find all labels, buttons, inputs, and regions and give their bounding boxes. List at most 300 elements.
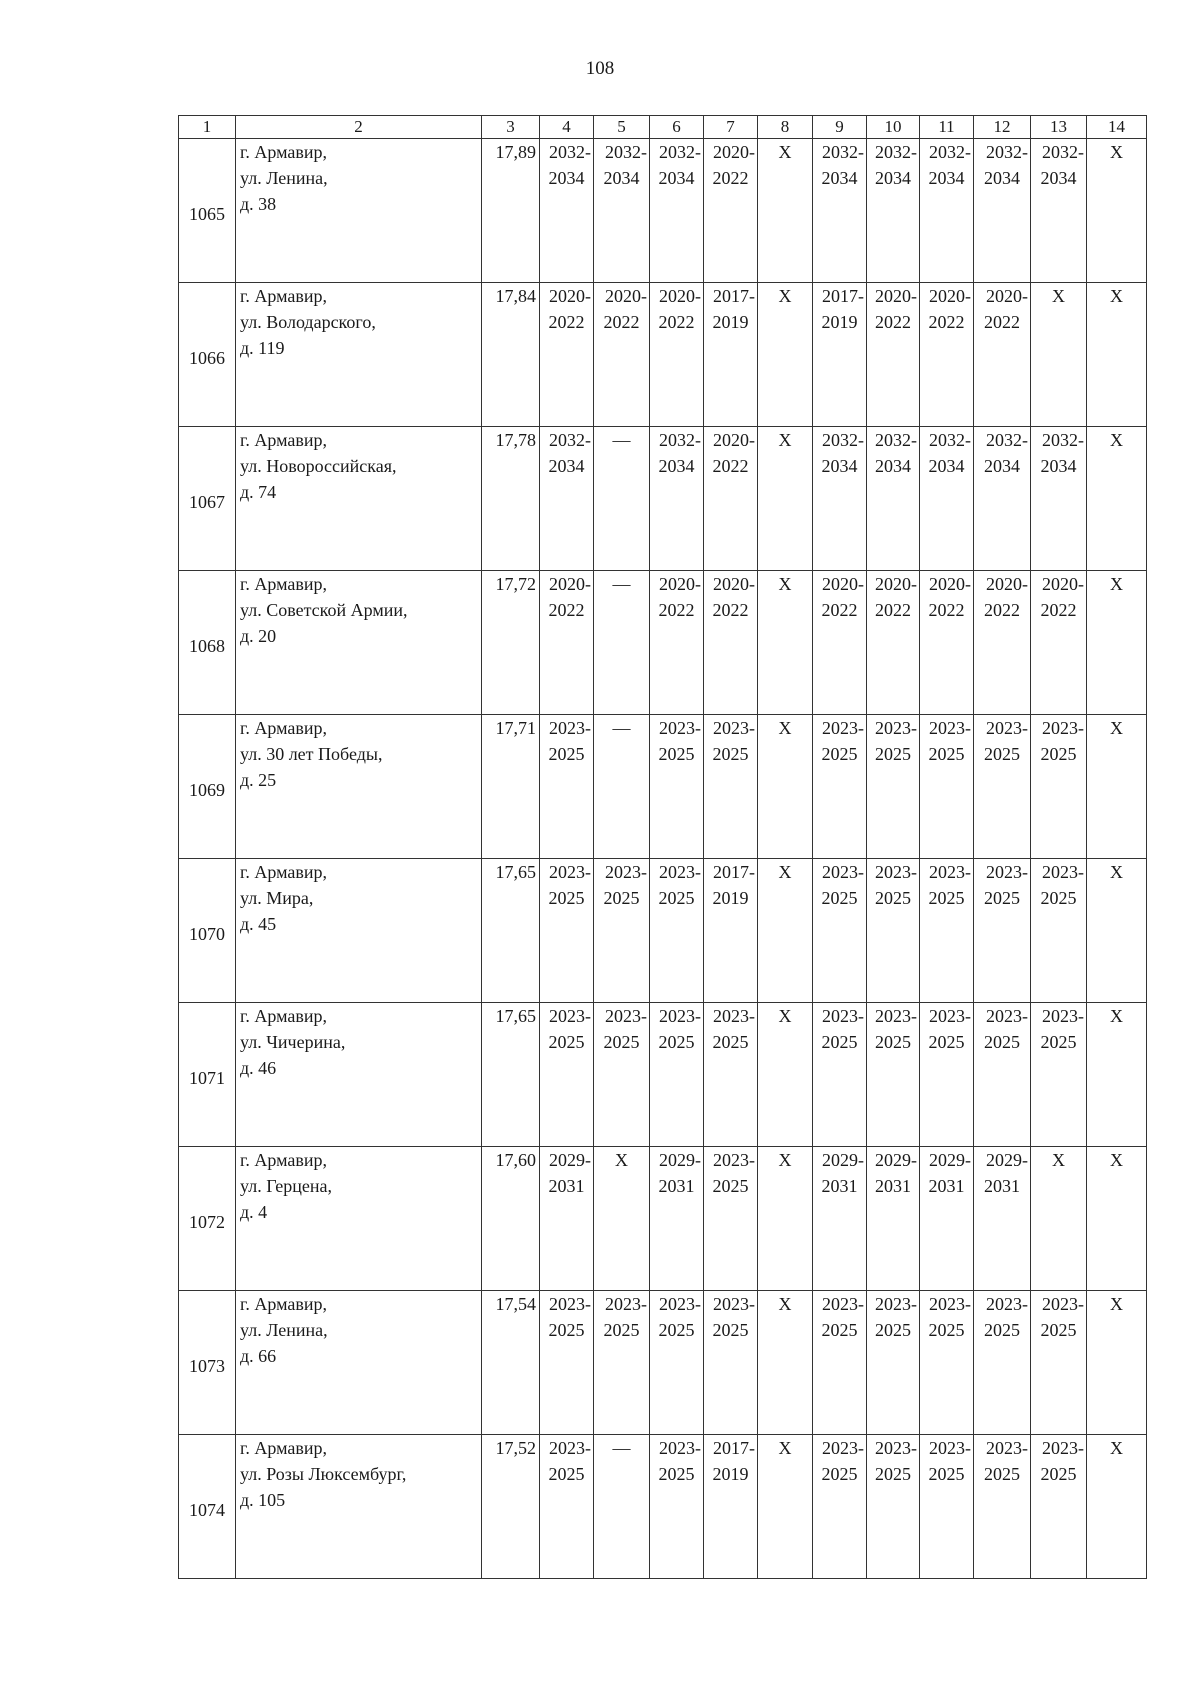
period-line: 2022 [1040,600,1077,620]
period-line: 2025 [712,744,749,764]
header-row [179,116,1147,139]
period-line: 2023- [605,862,647,882]
period-line: 2022 [984,312,1020,332]
period-line: 2034 [984,456,1020,476]
period-line: 2025 [875,744,911,764]
period-line: 2034 [548,456,585,476]
period-cell [650,427,704,571]
address-cell [236,283,482,427]
period-cell [1087,1003,1147,1147]
period-line: 2020- [605,286,647,306]
period-cell [594,1291,650,1435]
address-line: д. 66 [240,1346,277,1366]
period-line: 2025 [984,1320,1020,1340]
period-cell [704,571,758,715]
period-line: 2023- [1042,1294,1084,1314]
period-line: 2025 [928,888,965,908]
period-cell [867,859,920,1003]
period-line: 2020- [986,574,1028,594]
period-line: 2020- [713,142,755,162]
period-line: 2031 [658,1176,695,1196]
column-header: 4 [540,116,594,139]
period-cell [1087,427,1147,571]
period-line: 2023- [713,718,755,738]
address-line: ул. Мира, [240,888,314,908]
period-line: 2032- [659,142,701,162]
address-line: г. Армавир, [240,1294,327,1314]
period-cell [650,1435,704,1579]
period-line: 2025 [928,1464,965,1484]
period-line: 2025 [875,1032,911,1052]
period-line: X [778,1150,792,1170]
period-line: 2023- [713,1294,755,1314]
period-line: 2029- [875,1150,917,1170]
period-line: 2023- [605,1294,647,1314]
period-line: — [612,718,631,738]
period-line: 2025 [875,1320,911,1340]
period-line: 2023- [659,1006,701,1026]
period-line: 2025 [821,1320,858,1340]
row-number: 1065 [179,139,236,283]
period-cell [758,1003,813,1147]
period-line: 2023- [605,1006,647,1026]
period-cell [920,1435,974,1579]
period-cell [758,1147,813,1291]
period-line: 2022 [712,168,749,188]
row-number: 1070 [179,859,236,1003]
period-line: 2032- [1042,142,1084,162]
column-header: 3 [482,116,540,139]
period-line: X [1110,1150,1123,1170]
period-line: 2022 [548,600,585,620]
period-cell [1031,715,1087,859]
row-number: 1074 [179,1435,236,1579]
period-line: 2025 [548,744,585,764]
period-line: — [612,1438,631,1458]
period-line: 2019 [712,1464,749,1484]
period-line: 2023- [822,1438,864,1458]
period-line: X [1110,574,1123,594]
period-line: 2032- [605,142,647,162]
address-cell [236,427,482,571]
period-cell [594,1003,650,1147]
period-line: 2020- [549,574,591,594]
period-line: 2031 [875,1176,911,1196]
score-cell: 17,65 [482,1003,540,1147]
period-line: 2019 [821,312,858,332]
period-cell [867,1147,920,1291]
period-cell [813,1435,867,1579]
period-cell [650,283,704,427]
period-cell [650,1291,704,1435]
address-line: ул. Володарского, [240,312,376,332]
period-cell [1087,1291,1147,1435]
address-line: д. 74 [240,482,277,502]
score-cell: 17,65 [482,859,540,1003]
column-header: 12 [974,116,1031,139]
period-cell [813,427,867,571]
period-line: 2025 [1040,888,1077,908]
address-line: ул. Ленина, [240,168,328,188]
period-cell [1031,1147,1087,1291]
period-line: 2023- [659,718,701,738]
period-cell [1031,1003,1087,1147]
period-cell [813,139,867,283]
table-row [179,571,1147,715]
period-line: 2020- [875,574,917,594]
period-line: X [1110,718,1123,738]
period-line: X [1110,430,1123,450]
period-cell [867,715,920,859]
period-cell [704,1291,758,1435]
column-header: 14 [1087,116,1147,139]
period-cell [1087,715,1147,859]
address-line: ул. Советской Армии, [240,600,408,620]
period-line: X [615,1150,628,1170]
period-line: 2017- [713,1438,755,1458]
column-header: 1 [179,116,236,139]
score-cell: 17,84 [482,283,540,427]
period-line: 2023- [549,1294,591,1314]
period-line: 2034 [1040,456,1077,476]
period-line: 2029- [659,1150,701,1170]
period-cell [758,715,813,859]
address-line: г. Армавир, [240,1006,327,1026]
period-line: 2023- [1042,1438,1084,1458]
period-line: 2022 [928,600,965,620]
period-line: 2025 [548,1464,585,1484]
period-cell [920,1147,974,1291]
period-cell [920,571,974,715]
period-line: 2023- [549,1438,591,1458]
address-line: д. 119 [240,338,285,358]
address-line: ул. Новороссийская, [240,456,397,476]
address-line: г. Армавир, [240,430,327,450]
period-cell [920,427,974,571]
period-cell [704,1147,758,1291]
period-line: 2025 [984,888,1020,908]
address-line: ул. Герцена, [240,1176,332,1196]
period-line: 2029- [822,1150,864,1170]
column-header: 6 [650,116,704,139]
period-line: 2023- [929,1438,971,1458]
period-line: 2023- [1042,862,1084,882]
period-line: 2025 [928,744,965,764]
period-cell [867,139,920,283]
address-line: г. Армавир, [240,142,327,162]
period-cell [1031,859,1087,1003]
period-cell [1087,859,1147,1003]
table-row [179,427,1147,571]
address-cell [236,1003,482,1147]
address-line: д. 4 [240,1202,268,1222]
period-cell [758,1435,813,1579]
address-line: д. 25 [240,770,277,790]
table-row [179,1435,1147,1579]
period-line: 2025 [712,1032,749,1052]
column-header: 7 [704,116,758,139]
period-cell [867,1003,920,1147]
period-line: 2025 [984,744,1020,764]
period-cell [920,1291,974,1435]
address-line: г. Армавир, [240,286,327,306]
column-header: 10 [867,116,920,139]
period-cell [540,571,594,715]
period-cell [704,1003,758,1147]
period-cell [974,427,1031,571]
period-line: 2023- [929,1294,971,1314]
period-line: 2032- [929,142,971,162]
score-cell: 17,54 [482,1291,540,1435]
period-line: X [778,1006,792,1026]
period-line: 2025 [548,888,585,908]
period-line: 2025 [1040,1464,1077,1484]
period-line: 2025 [821,1464,858,1484]
period-line: 2031 [821,1176,858,1196]
table-row [179,139,1147,283]
period-cell [540,1147,594,1291]
period-cell [867,283,920,427]
period-cell [1031,283,1087,427]
period-line: 2023- [875,1294,917,1314]
period-cell [594,859,650,1003]
period-line: 2025 [658,1320,695,1340]
table-row [179,859,1147,1003]
period-line: 2025 [603,888,640,908]
period-line: 2025 [712,1320,749,1340]
period-cell [758,283,813,427]
period-line: 2022 [984,600,1020,620]
period-line: 2032- [875,430,917,450]
period-line: X [1110,1438,1123,1458]
period-line: 2025 [603,1320,640,1340]
period-line: 2029- [929,1150,971,1170]
table-body [179,139,1147,1579]
table-row [179,1147,1147,1291]
period-line: 2025 [712,1176,749,1196]
period-cell [1087,1147,1147,1291]
period-line: 2029- [549,1150,591,1170]
period-cell [974,1435,1031,1579]
period-line: X [778,1438,792,1458]
period-line: 2017- [822,286,864,306]
period-cell [867,1291,920,1435]
address-line: ул. Чичерина, [240,1032,346,1052]
period-cell [920,283,974,427]
period-line: 2025 [658,1032,695,1052]
period-line: 2022 [658,600,695,620]
address-line: ул. Ленина, [240,1320,328,1340]
period-line: 2025 [821,744,858,764]
period-line: 2020- [986,286,1028,306]
period-line: 2022 [821,600,858,620]
table-row [179,1291,1147,1435]
period-cell [867,571,920,715]
period-cell [704,859,758,1003]
period-cell [650,571,704,715]
period-line: 2025 [821,888,858,908]
period-cell [813,283,867,427]
period-cell [867,427,920,571]
period-cell [1031,427,1087,571]
period-line: 2023- [875,1438,917,1458]
period-line: X [1110,286,1123,306]
period-line: 2023- [986,1006,1028,1026]
period-line: 2020- [1042,574,1084,594]
period-line: X [1110,1294,1123,1314]
period-cell [594,283,650,427]
period-line: 2031 [928,1176,965,1196]
period-cell [974,283,1031,427]
period-cell [1087,1435,1147,1579]
address-cell [236,1291,482,1435]
row-number: 1071 [179,1003,236,1147]
period-line: 2034 [928,168,965,188]
period-cell [594,427,650,571]
period-line: 2023- [713,1150,755,1170]
period-cell [704,715,758,859]
period-line: 2023- [659,1294,701,1314]
score-cell: 17,78 [482,427,540,571]
period-line: 2025 [928,1032,965,1052]
row-number: 1068 [179,571,236,715]
period-cell [594,1435,650,1579]
period-line: — [612,574,631,594]
period-line: 2025 [548,1320,585,1340]
period-line: X [1110,1006,1123,1026]
column-header: 5 [594,116,650,139]
period-line: X [1052,1150,1065,1170]
period-cell [758,571,813,715]
period-cell [704,139,758,283]
address-line: г. Армавир, [240,1150,327,1170]
period-line: X [778,862,792,882]
column-header: 2 [236,116,482,139]
period-cell [594,139,650,283]
period-cell [540,715,594,859]
period-line: 2022 [712,600,749,620]
period-cell [920,859,974,1003]
address-cell [236,1435,482,1579]
period-line: 2022 [875,312,911,332]
period-line: 2022 [658,312,695,332]
period-cell [540,859,594,1003]
period-line: 2023- [875,718,917,738]
period-line: 2023- [929,862,971,882]
period-line: 2034 [658,456,695,476]
column-header: 8 [758,116,813,139]
period-cell [867,1435,920,1579]
period-cell [1087,139,1147,283]
period-line: 2034 [1040,168,1077,188]
address-cell [236,715,482,859]
period-line: 2023- [986,718,1028,738]
period-line: 2023- [1042,718,1084,738]
period-cell [974,1147,1031,1291]
period-line: 2023- [929,718,971,738]
period-line: 2032- [986,142,1028,162]
period-line: 2032- [659,430,701,450]
period-line: X [778,718,792,738]
address-line: ул. Розы Люксембург, [240,1464,407,1484]
period-line: 2034 [875,456,911,476]
period-line: — [612,430,631,450]
period-cell [758,427,813,571]
period-cell [813,1291,867,1435]
period-line: 2034 [821,456,858,476]
period-line: X [1110,862,1123,882]
period-cell [540,1003,594,1147]
address-line: д. 20 [240,626,277,646]
period-line: 2022 [603,312,640,332]
period-line: 2032- [986,430,1028,450]
period-line: X [778,430,792,450]
period-line: 2031 [984,1176,1020,1196]
period-line: 2023- [822,862,864,882]
period-line: 2025 [548,1032,585,1052]
period-line: X [778,1294,792,1314]
period-line: 2025 [875,1464,911,1484]
period-line: 2032- [1042,430,1084,450]
period-cell [758,1291,813,1435]
row-number: 1069 [179,715,236,859]
period-cell [540,1291,594,1435]
period-line: 2017- [713,862,755,882]
period-cell [540,427,594,571]
address-line: ул. 30 лет Победы, [240,744,383,764]
row-number: 1072 [179,1147,236,1291]
period-line: 2020- [929,286,971,306]
period-cell [594,715,650,859]
period-cell [813,1003,867,1147]
period-line: X [778,286,792,306]
address-line: д. 46 [240,1058,277,1078]
period-line: 2023- [986,1294,1028,1314]
period-cell [974,1291,1031,1435]
period-line: 2025 [821,1032,858,1052]
period-line: 2023- [549,718,591,738]
period-line: X [1052,286,1065,306]
period-cell [1031,571,1087,715]
period-line: 2022 [712,456,749,476]
period-line: 2025 [658,744,695,764]
table-row [179,1003,1147,1147]
period-cell [758,139,813,283]
period-line: 2034 [603,168,640,188]
period-line: 2020- [875,286,917,306]
period-line: 2034 [658,168,695,188]
period-line: 2019 [712,312,749,332]
period-line: 2023- [929,1006,971,1026]
period-line: X [1110,142,1123,162]
column-header: 11 [920,116,974,139]
period-line: 2034 [928,456,965,476]
period-cell [650,1003,704,1147]
period-line: 2023- [986,862,1028,882]
period-line: 2025 [1040,744,1077,764]
period-line: 2019 [712,888,749,908]
period-line: 2032- [929,430,971,450]
address-line: г. Армавир, [240,718,327,738]
period-cell [650,139,704,283]
address-line: г. Армавир, [240,574,327,594]
period-cell [758,859,813,1003]
period-line: 2023- [549,1006,591,1026]
period-line: 2032- [875,142,917,162]
period-cell [920,715,974,859]
address-line: д. 45 [240,914,277,934]
period-cell [974,139,1031,283]
